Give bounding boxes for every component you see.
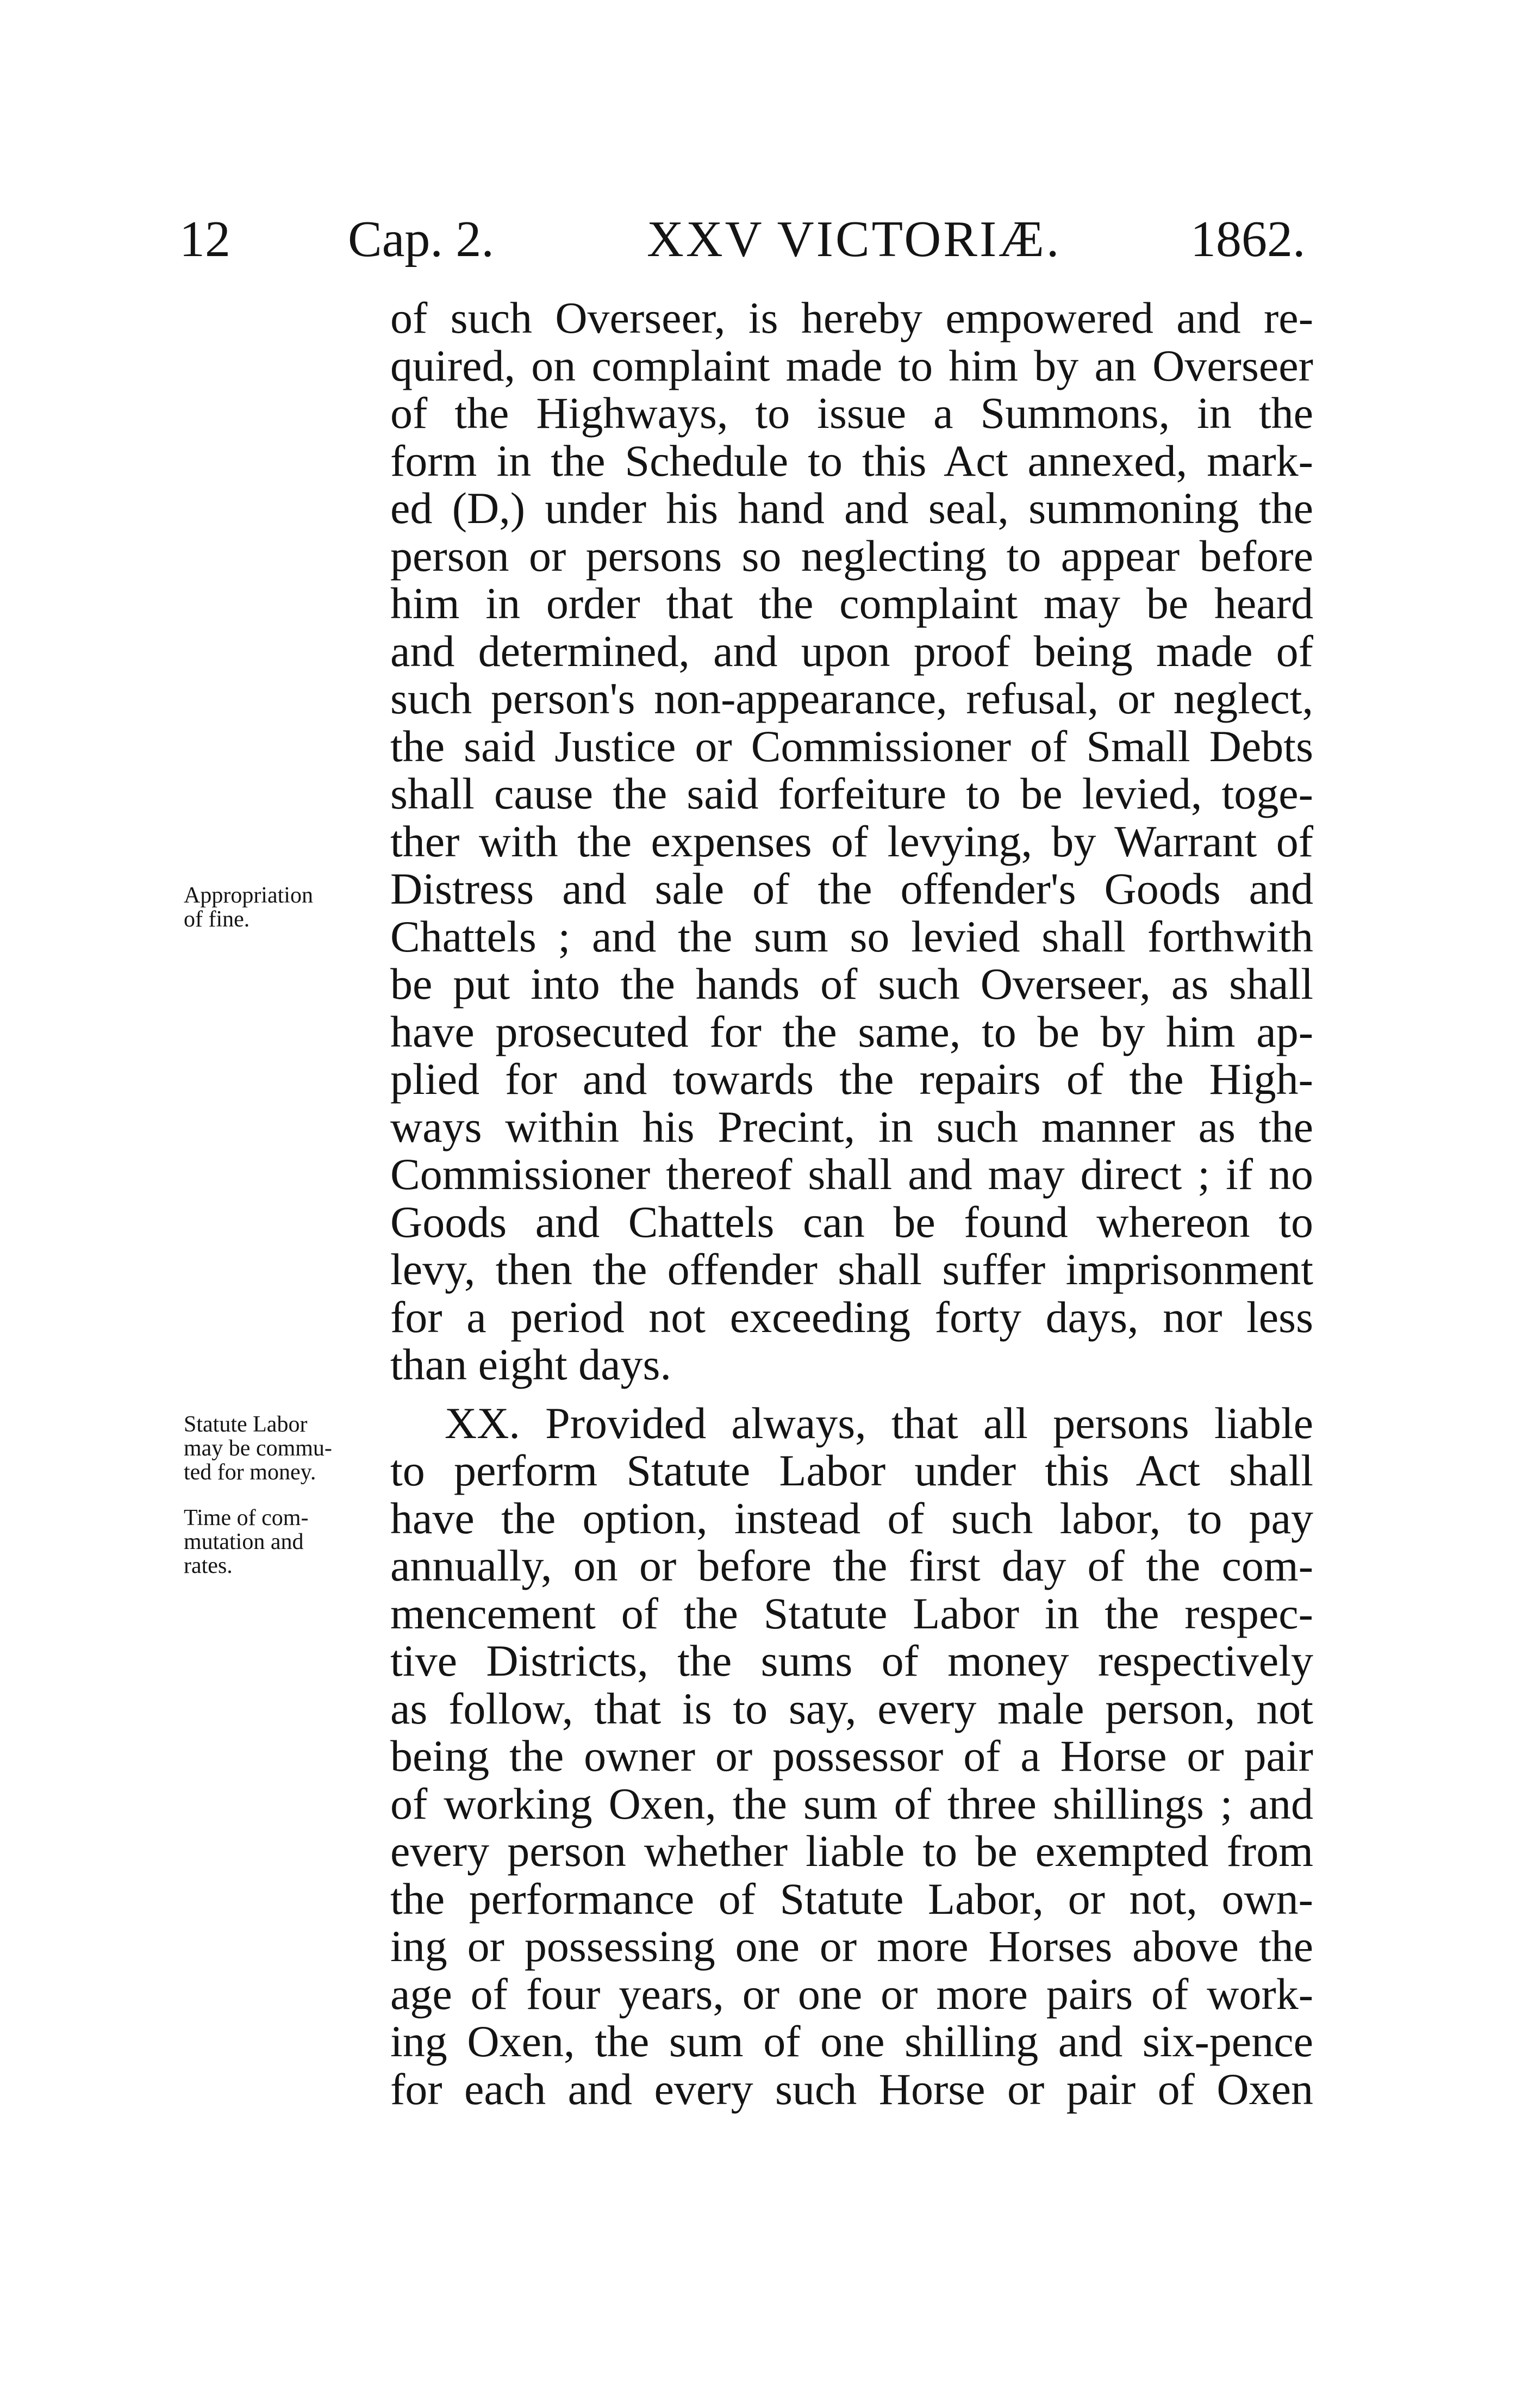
body-line: Commissioner thereof shall and may direct ; if no [390,1149,1313,1199]
body-line: XX. Provided always, that all persons liable [445,1398,1313,1448]
chapter-label: Cap. 2. [348,211,494,267]
body-line: of the Highways, to issue a Summons, in the [390,388,1313,438]
body-line: the said Justice or Commissioner of Small Debts [390,721,1313,771]
body-line: person or persons so neglecting to appear before [390,531,1313,581]
body-line: as follow, that is to say, every male person, not [390,1684,1313,1733]
margin-note-line: Time of com- [184,1505,309,1530]
year-label: 1862. [1190,211,1306,267]
body-line: plied for and towards the repairs of the High- [390,1054,1313,1104]
body-line: the performance of Statute Labor, or not, own- [390,1874,1313,1924]
margin-note-appropriation [184,883,401,931]
body-line: for each and every such Horse or pair of Oxen [390,2064,1313,2114]
body-line: have prosecuted for the same, to be by him ap- [390,1007,1313,1056]
page-number: 12 [179,211,230,267]
body-line: ing Oxen, the sum of one shilling and six-pence [390,2017,1313,2066]
body-line: ther with the expenses of levying, by Warrant of [390,817,1313,866]
body-line: being the owner or possessor of a Horse or pair [390,1731,1313,1781]
body-line: quired, on complaint made to him by an Overseer [390,341,1313,390]
body-line: every person whether liable to be exempted from [390,1826,1313,1876]
body-line: Distress and sale of the offender's Goods and [390,864,1313,913]
body-line: than eight days. [390,1340,671,1389]
body-line: have the option, instead of such labor, to pay [390,1494,1313,1543]
body-line: ing or possessing one or more Horses above the [390,1921,1313,1971]
body-line: Goods and Chattels can be found whereon to [390,1197,1313,1247]
margin-note-line: mutation and [184,1529,304,1554]
running-title: XXV VICTORIÆ. [647,211,1062,267]
body-line: levy, then the offender shall suffer imprisonment [390,1245,1313,1294]
body-line: ed (D,) under his hand and seal, summoning the [390,483,1313,533]
body-line: Chattels ; and the sum so levied shall forthwith [390,912,1313,961]
margin-note-line: Appropriation [184,883,313,908]
body-line: form in the Schedule to this Act annexed, mark- [390,436,1313,486]
body-line: him in order that the complaint may be heard [390,578,1313,628]
body-line: age of four years, or one or more pairs of work- [390,1969,1313,2019]
body-line: of working Oxen, the sum of three shillings ; and [390,1779,1313,1828]
body-line: mencement of the Statute Labor in the respec- [390,1589,1313,1638]
margin-note-line: Statute Labor [184,1412,308,1437]
margin-note-line: may be commu- [184,1436,332,1461]
body-line: ways within his Precint, in such manner as the [390,1102,1313,1152]
body-line: tive Districts, the sums of money respectively [390,1636,1313,1685]
body-line: shall cause the said forfeiture to be levied, toge- [390,769,1313,818]
body-line: be put into the hands of such Overseer, as shall [390,959,1313,1009]
margin-note-statute-labor [184,1413,401,1484]
body-line: annually, on or before the first day of the com- [390,1541,1313,1590]
margin-note-line: ted for money. [184,1460,316,1485]
body-line: to perform Statute Labor under this Act shall [390,1446,1313,1495]
running-header [0,209,1516,269]
body-line: such person's non-appearance, refusal, or neglect, [390,674,1313,723]
margin-note-line: rates. [184,1553,233,1578]
margin-note-line: of fine. [184,907,250,932]
body-line: and determined, and upon proof being made of [390,626,1313,676]
body-line: for a period not exceeding forty days, nor less [390,1292,1313,1342]
body-line: of such Overseer, is hereby empowered and re- [390,293,1313,343]
margin-note-time-of-commutation [184,1506,401,1578]
